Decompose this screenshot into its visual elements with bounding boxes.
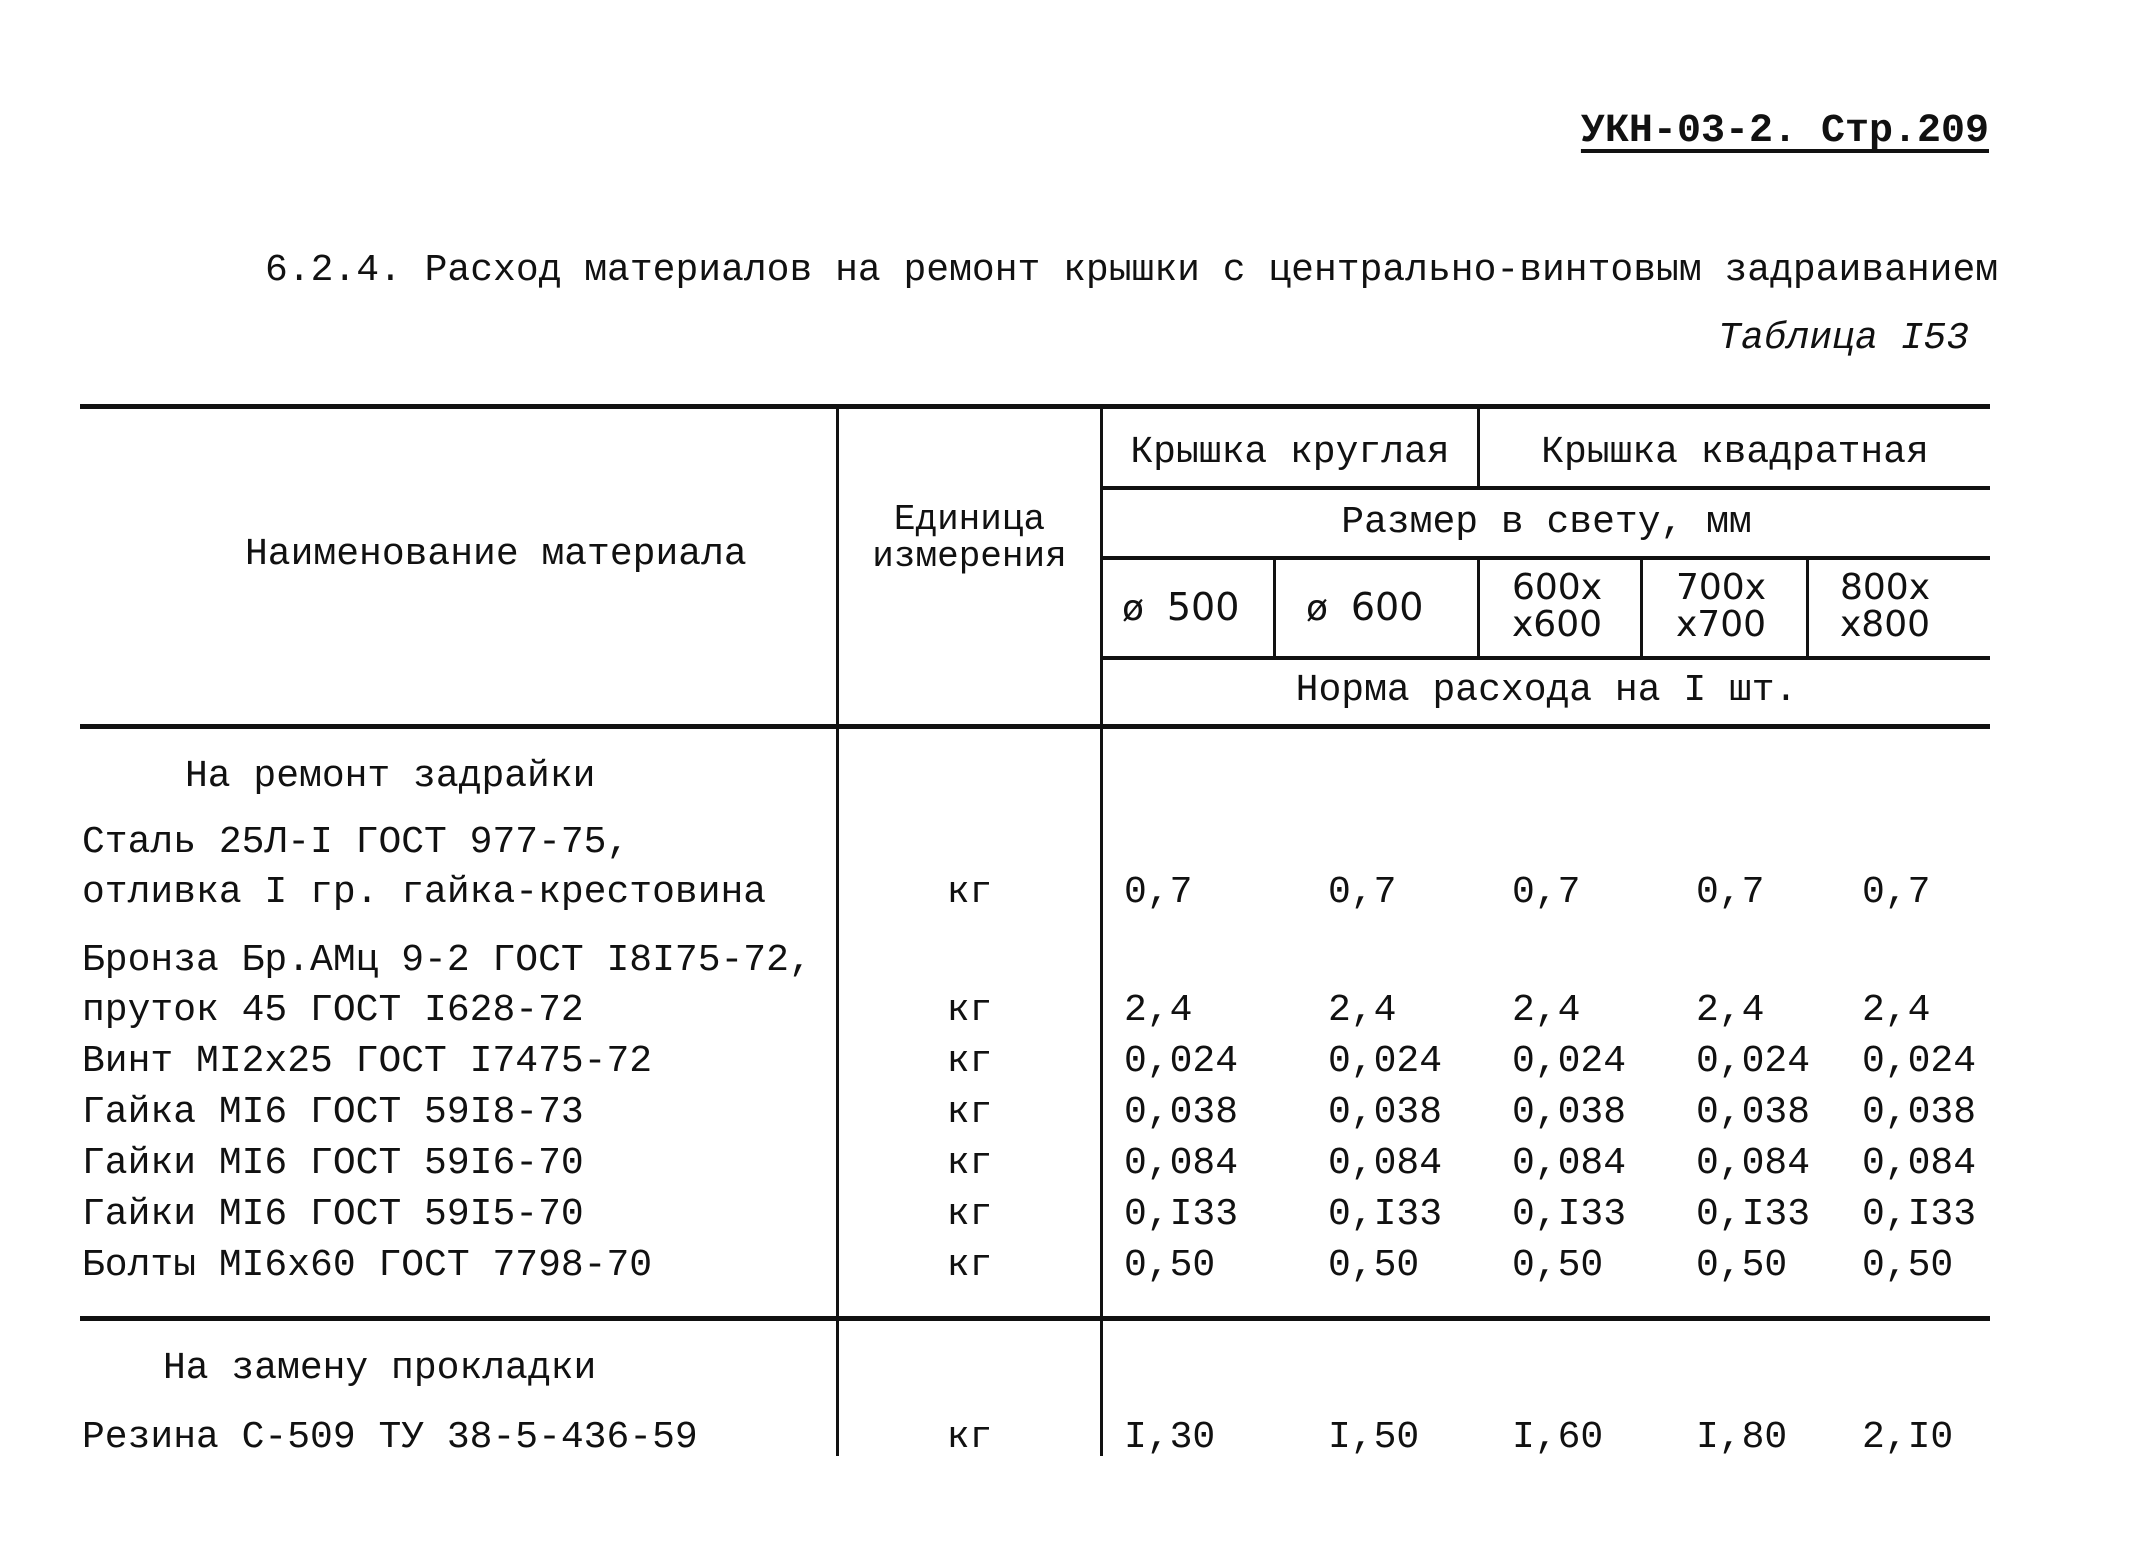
value-800x800: 0,084 bbox=[1862, 1142, 1977, 1185]
size-line2: x600 bbox=[1512, 603, 1603, 645]
diameter-symbol: ø bbox=[1122, 588, 1145, 629]
header-material: Наименование материала bbox=[245, 533, 747, 576]
material-name: Гайка МI6 ГОСТ 59I8-73 bbox=[82, 1091, 584, 1134]
value-700x700: 0,084 bbox=[1696, 1142, 1811, 1185]
value-700x700: 0,024 bbox=[1696, 1040, 1811, 1083]
value-700x700: 0,038 bbox=[1696, 1091, 1811, 1134]
value-600x600: 0,50 bbox=[1512, 1244, 1604, 1287]
value-600x600: 0,024 bbox=[1512, 1040, 1627, 1083]
size-line1: 600x bbox=[1512, 567, 1603, 608]
value-800x800: 0,038 bbox=[1862, 1091, 1977, 1134]
unit-cell: кг bbox=[946, 1193, 993, 1236]
value-600x600: 0,084 bbox=[1512, 1142, 1627, 1185]
material-name: Болты МI6х60 ГОСТ 7798-70 bbox=[82, 1244, 653, 1287]
section-heading: На замену прокладки bbox=[163, 1347, 597, 1390]
value-600x600: 0,I33 bbox=[1512, 1193, 1627, 1236]
value-800x800: 2,I0 bbox=[1862, 1416, 1954, 1459]
section-heading: На ремонт задрайки bbox=[185, 755, 596, 798]
header-round-lid: Крышка круглая bbox=[1130, 431, 1450, 474]
header-norm: Норма расхода на I шт. bbox=[1295, 669, 1798, 712]
column-divider-values bbox=[1100, 404, 1103, 1456]
value-d500: 0,084 bbox=[1124, 1142, 1239, 1185]
unit-cell: кг bbox=[946, 1244, 993, 1287]
table-top-rule bbox=[80, 404, 1990, 409]
value-d600: 0,I33 bbox=[1328, 1193, 1443, 1236]
value-800x800: 0,50 bbox=[1862, 1244, 1954, 1287]
value-800x800: 0,I33 bbox=[1862, 1193, 1977, 1236]
value-600x600: 2,4 bbox=[1512, 989, 1581, 1032]
unit-cell: кг bbox=[946, 1142, 993, 1185]
unit-cell: кг bbox=[946, 1040, 993, 1083]
value-d500: 0,024 bbox=[1124, 1040, 1239, 1083]
material-name: Сталь 25Л-I ГОСТ 977-75, bbox=[82, 821, 630, 864]
value-d600: 2,4 bbox=[1328, 989, 1397, 1032]
size-line2: x700 bbox=[1676, 603, 1767, 645]
value-d600: I,50 bbox=[1328, 1416, 1420, 1459]
value-d500: 0,50 bbox=[1124, 1244, 1216, 1287]
material-name-cont: отливка I гр. гайка-крестовина bbox=[82, 871, 767, 914]
value-800x800: 2,4 bbox=[1862, 989, 1931, 1032]
value-d500: I,30 bbox=[1124, 1416, 1216, 1459]
document-reference: УКН-03-2. Стр.209 bbox=[1580, 109, 1989, 154]
header-size-d500 bbox=[1122, 585, 1240, 630]
header-divider-700-800 bbox=[1806, 558, 1809, 658]
value-d600: 0,50 bbox=[1328, 1244, 1420, 1287]
header-square-lid: Крышка квадратная bbox=[1541, 431, 1929, 474]
material-name: Бронза Бр.АМц 9-2 ГОСТ I8I75-72, bbox=[82, 939, 812, 982]
material-name: Гайки МI6 ГОСТ 59I6-70 bbox=[82, 1142, 584, 1185]
value-d500: 0,I33 bbox=[1124, 1193, 1239, 1236]
header-divider-d500-d600 bbox=[1273, 558, 1276, 658]
diameter-symbol: ø bbox=[1306, 588, 1329, 629]
size-line2: x800 bbox=[1840, 603, 1931, 645]
value-d600: 0,038 bbox=[1328, 1091, 1443, 1134]
material-name-cont: пруток 45 ГОСТ I628-72 bbox=[82, 989, 584, 1032]
header-unit bbox=[839, 499, 1100, 577]
header-size-600x600 bbox=[1512, 567, 1603, 645]
header-size-800x800 bbox=[1840, 567, 1931, 645]
value-700x700: 0,50 bbox=[1696, 1244, 1788, 1287]
header-rule-dimensions bbox=[1100, 656, 1990, 660]
header-unit-line2: измерения bbox=[872, 535, 1067, 577]
header-size: Размер в свету, мм bbox=[1341, 501, 1752, 544]
value-d500: 2,4 bbox=[1124, 989, 1193, 1032]
value-d600: 0,024 bbox=[1328, 1040, 1443, 1083]
section-title: 6.2.4. Расход материалов на ремонт крышки с центрально-винтовым задраиванием bbox=[265, 249, 1999, 292]
size-line1: 700x bbox=[1676, 567, 1767, 608]
size-value: 600 bbox=[1350, 585, 1424, 629]
unit-cell: кг bbox=[946, 1416, 993, 1459]
header-divider-d600-600 bbox=[1477, 558, 1480, 658]
value-600x600: I,60 bbox=[1512, 1416, 1604, 1459]
size-line1: 800x bbox=[1840, 567, 1931, 608]
material-name: Гайки МI6 ГОСТ 59I5-70 bbox=[82, 1193, 584, 1236]
header-bottom-rule bbox=[80, 724, 1990, 729]
value-d600: 0,084 bbox=[1328, 1142, 1443, 1185]
header-unit-line1: Единица bbox=[893, 499, 1046, 540]
section-divider-rule bbox=[80, 1316, 1990, 1321]
value-600x600: 0,7 bbox=[1512, 871, 1581, 914]
value-d500: 0,7 bbox=[1124, 871, 1193, 914]
value-d600: 0,7 bbox=[1328, 871, 1397, 914]
unit-cell: кг bbox=[946, 1091, 993, 1134]
table-label: Таблица I53 bbox=[1718, 317, 1969, 360]
header-rule-size bbox=[1100, 556, 1990, 560]
unit-cell: кг bbox=[946, 989, 993, 1032]
size-value: 500 bbox=[1166, 585, 1240, 629]
value-800x800: 0,7 bbox=[1862, 871, 1931, 914]
value-700x700: 0,7 bbox=[1696, 871, 1765, 914]
material-name: Винт МI2х25 ГОСТ I7475-72 bbox=[82, 1040, 653, 1083]
unit-cell: кг bbox=[946, 871, 993, 914]
material-name: Резина С-509 ТУ 38-5-436-59 bbox=[82, 1416, 698, 1459]
header-divider-600-700 bbox=[1640, 558, 1643, 658]
header-size-700x700 bbox=[1676, 567, 1767, 645]
header-rule-round-square bbox=[1100, 486, 1990, 490]
value-800x800: 0,024 bbox=[1862, 1040, 1977, 1083]
value-600x600: 0,038 bbox=[1512, 1091, 1627, 1134]
value-700x700: 2,4 bbox=[1696, 989, 1765, 1032]
value-700x700: I,80 bbox=[1696, 1416, 1788, 1459]
value-700x700: 0,I33 bbox=[1696, 1193, 1811, 1236]
value-d500: 0,038 bbox=[1124, 1091, 1239, 1134]
header-size-d600 bbox=[1306, 585, 1424, 630]
